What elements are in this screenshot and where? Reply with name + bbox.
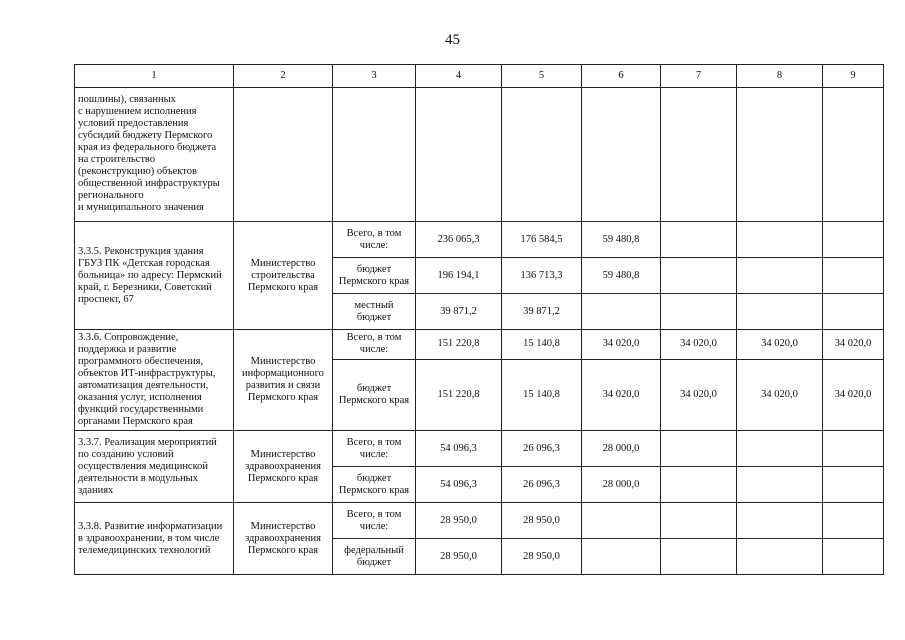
funding-source: бюджет Пермского края [333,467,416,503]
item-name-3-3-5: 3.3.5. Реконструкция здания ГБУЗ ПК «Детская городская больница» по адресу: Пермский край, г. Березники, Советский проспект, 67 [75,222,234,330]
value-col-4: 151 220,8 [416,359,502,430]
value-col-5: 136 713,3 [502,258,582,294]
funding-source: Всего, в том числе: [333,222,416,258]
value-col-6: 28 000,0 [582,431,661,467]
value-col-8 [737,294,823,330]
value-col-5: 28 950,0 [502,503,582,539]
value-col-9 [823,294,884,330]
value-col-4: 54 096,3 [416,431,502,467]
funding-source: местный бюджет [333,294,416,330]
funding-source: бюджет Пермского края [333,258,416,294]
value-col-5: 15 140,8 [502,359,582,430]
value-col-8 [737,222,823,258]
value-col-6: 34 020,0 [582,330,661,360]
value-col-6 [582,539,661,575]
value-col-9: 34 020,0 [823,359,884,430]
value-col-7 [661,294,737,330]
item-name-3-3-8: 3.3.8. Развитие информатизации в здравоохранении, в том числе телемедицинских технологий [75,503,234,575]
col-header-4: 4 [416,65,502,88]
value-col-8 [737,258,823,294]
col-header-2: 2 [234,65,333,88]
value-col-8: 34 020,0 [737,330,823,360]
value-col-8 [737,431,823,467]
value-col-8 [737,467,823,503]
value-col-6: 59 480,8 [582,222,661,258]
value-col-7 [661,539,737,575]
page-number: 45 [445,32,460,48]
value-col-5: 176 584,5 [502,222,582,258]
value-col-7: 34 020,0 [661,359,737,430]
value-col-5: 28 950,0 [502,539,582,575]
value-col-7 [661,503,737,539]
value-col-8 [737,503,823,539]
empty-cell [416,88,502,222]
value-col-7 [661,467,737,503]
budget-table [74,64,884,575]
value-col-9 [823,467,884,503]
value-col-5: 39 871,2 [502,294,582,330]
value-col-7 [661,222,737,258]
value-col-6 [582,503,661,539]
value-col-6: 34 020,0 [582,359,661,430]
col-header-8: 8 [737,65,823,88]
empty-cell [333,88,416,222]
value-col-4: 196 194,1 [416,258,502,294]
empty-cell [234,88,333,222]
empty-cell [582,88,661,222]
col-header-6: 6 [582,65,661,88]
value-col-4: 28 950,0 [416,503,502,539]
executor-3-3-5: Министерство строительства Пермского края [234,222,333,330]
col-header-1: 1 [75,65,234,88]
col-header-3: 3 [333,65,416,88]
col-header-9: 9 [823,65,884,88]
empty-cell [661,88,737,222]
value-col-6: 59 480,8 [582,258,661,294]
value-col-9 [823,222,884,258]
value-col-4: 236 065,3 [416,222,502,258]
value-col-8: 34 020,0 [737,359,823,430]
value-col-6: 28 000,0 [582,467,661,503]
value-col-5: 26 096,3 [502,467,582,503]
value-col-8 [737,539,823,575]
executor-3-3-8: Министерство здравоохранения Пермского края [234,503,333,575]
funding-source: Всего, в том числе: [333,330,416,360]
executor-3-3-7: Министерство здравоохранения Пермского края [234,431,333,503]
value-col-9: 34 020,0 [823,330,884,360]
value-col-9 [823,503,884,539]
table-row [75,222,884,258]
col-header-7: 7 [661,65,737,88]
funding-source: бюджет Пермского края [333,359,416,430]
value-col-6 [582,294,661,330]
funding-source: Всего, в том числе: [333,503,416,539]
table-row [75,431,884,467]
column-number-row [75,65,884,88]
value-col-9 [823,258,884,294]
empty-cell [823,88,884,222]
empty-cell [737,88,823,222]
value-col-7 [661,431,737,467]
value-col-5: 15 140,8 [502,330,582,360]
value-col-7 [661,258,737,294]
value-col-5: 26 096,3 [502,431,582,467]
value-col-4: 151 220,8 [416,330,502,360]
value-col-4: 54 096,3 [416,467,502,503]
funding-source: федеральный бюджет [333,539,416,575]
value-col-4: 28 950,0 [416,539,502,575]
value-col-7: 34 020,0 [661,330,737,360]
item-name-3-3-6: 3.3.6. Сопровождение, поддержка и развитие программного обеспечения, объектов ИТ-инфраструктуры, автоматизация деятельности, оказания услуг, исполнения функций государственными органами Пермского края [75,330,234,431]
item-name-continuation: пошлины), связанных с нарушением исполнения условий предоставления субсидий бюджету Пермского края из федерального бюджета на строительство (реконструкцию) объектов общественной инфраструктуры регионального и муниципального значения [75,88,234,222]
empty-cell [502,88,582,222]
item-name-3-3-7: 3.3.7. Реализация мероприятий по созданию условий осуществления медицинской деятельности в модульных зданиях [75,431,234,503]
col-header-5: 5 [502,65,582,88]
value-col-9 [823,431,884,467]
table-row [75,88,884,222]
table-row [75,503,884,539]
funding-source: Всего, в том числе: [333,431,416,467]
executor-3-3-6: Министерство информационного развития и связи Пермского края [234,330,333,431]
value-col-4: 39 871,2 [416,294,502,330]
table-row [75,330,884,360]
value-col-9 [823,539,884,575]
